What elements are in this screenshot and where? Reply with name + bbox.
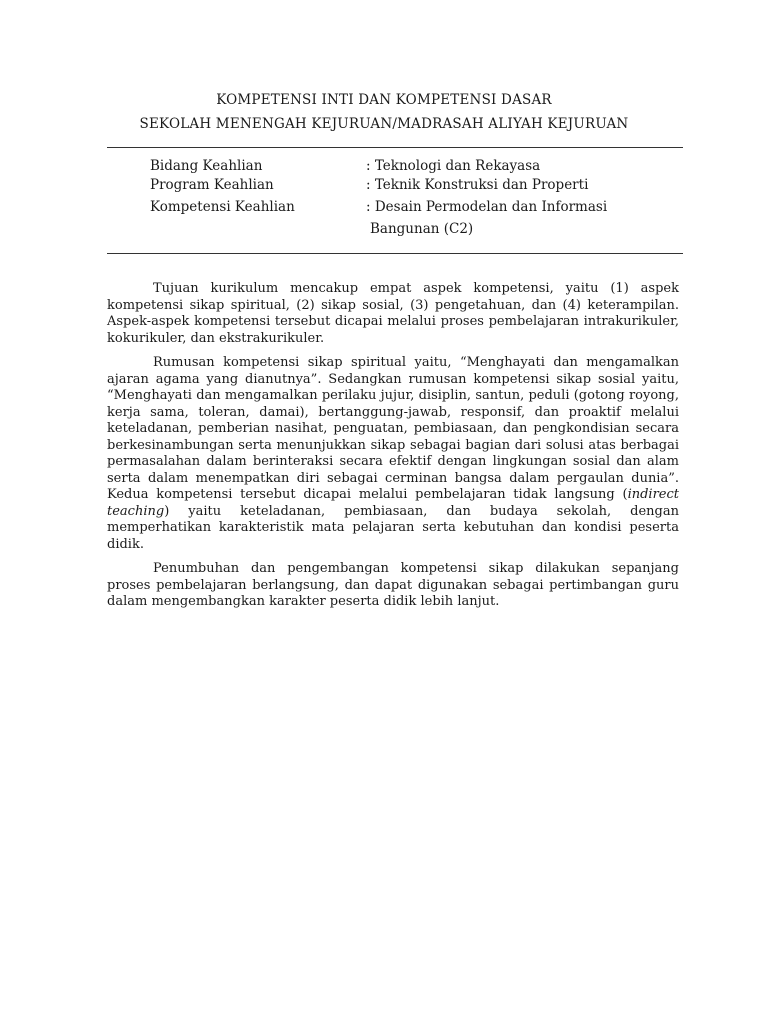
paragraph-2-part-b: ) yaitu keteladanan, pembiasaan, dan budaya sekolah, dengan memperhatikan karakteristik mata pelajaran serta kebutuhan dan kondisi peserta didik. xyxy=(107,503,679,552)
program-label: Program Keahlian xyxy=(150,177,274,193)
paragraph-2-italic-term: indirect teaching xyxy=(107,487,679,519)
paragraph-1: Tujuan kurikulum mencakup empat aspek kompetensi, yaitu (1) aspek kompetensi sikap spiritual, (2) sikap sosial, (3) pengetahuan, dan (4) keterampilan. Aspek-aspek kompetensi tersebut dicapai melalui proses pembelajaran intrakurikuler, kokurikuler, dan ekstrakurikuler. xyxy=(107,281,679,346)
kompetensi-label: Kompetensi Keahlian xyxy=(150,199,295,215)
paragraph-2 xyxy=(107,355,679,553)
top-divider xyxy=(107,147,683,148)
document-title-line-1: KOMPETENSI INTI DAN KOMPETENSI DASAR xyxy=(216,92,552,108)
paragraph-2-part-a: Rumusan kompetensi sikap spiritual yaitu, “Menghayati dan mengamalkan ajaran agama yang dianutnya”. Sedangkan rumusan kompetensi sikap sosial yaitu, “Menghayati dan mengamalkan perilaku jujur, disiplin, santun, peduli (gotong royong, kerja sama, toleran, damai), bertanggung-jawab, responsif, dan proaktif melalui keteladanan, pemberian nasihat, penguatan, pembiasaan, dan pengkondisian secara berkesinambungan serta menunjukkan sikap sebagai bagian dari solusi atas berbagai permasalahan dalam berinteraksi secara efektif dengan lingkungan sosial dan alam serta dalam menempatkan diri sebagai cerminan bangsa dalam pergaulan dunia”. Kedua kompetensi tersebut dicapai melalui pembelajaran tidak langsung ( xyxy=(107,355,679,502)
program-value: : Teknik Konstruksi dan Properti xyxy=(366,177,589,193)
body-text xyxy=(107,281,679,619)
paragraph-3: Penumbuhan dan pengembangan kompetensi sikap dilakukan sepanjang proses pembelajaran berlangsung, dan dapat digunakan sebagai pertimbangan guru dalam mengembangkan karakter peserta didik lebih lanjut. xyxy=(107,561,679,609)
bidang-label: Bidang Keahlian xyxy=(150,158,263,174)
kompetensi-value-line-2: Bangunan (C2) xyxy=(370,221,474,237)
document-title-line-2: SEKOLAH MENENGAH KEJURUAN/MADRASAH ALIYAH KEJURUAN xyxy=(139,116,629,132)
bottom-divider xyxy=(107,253,683,254)
bidang-value: : Teknologi dan Rekayasa xyxy=(366,158,541,174)
kompetensi-value-line-1: : Desain Permodelan dan Informasi xyxy=(366,199,608,215)
